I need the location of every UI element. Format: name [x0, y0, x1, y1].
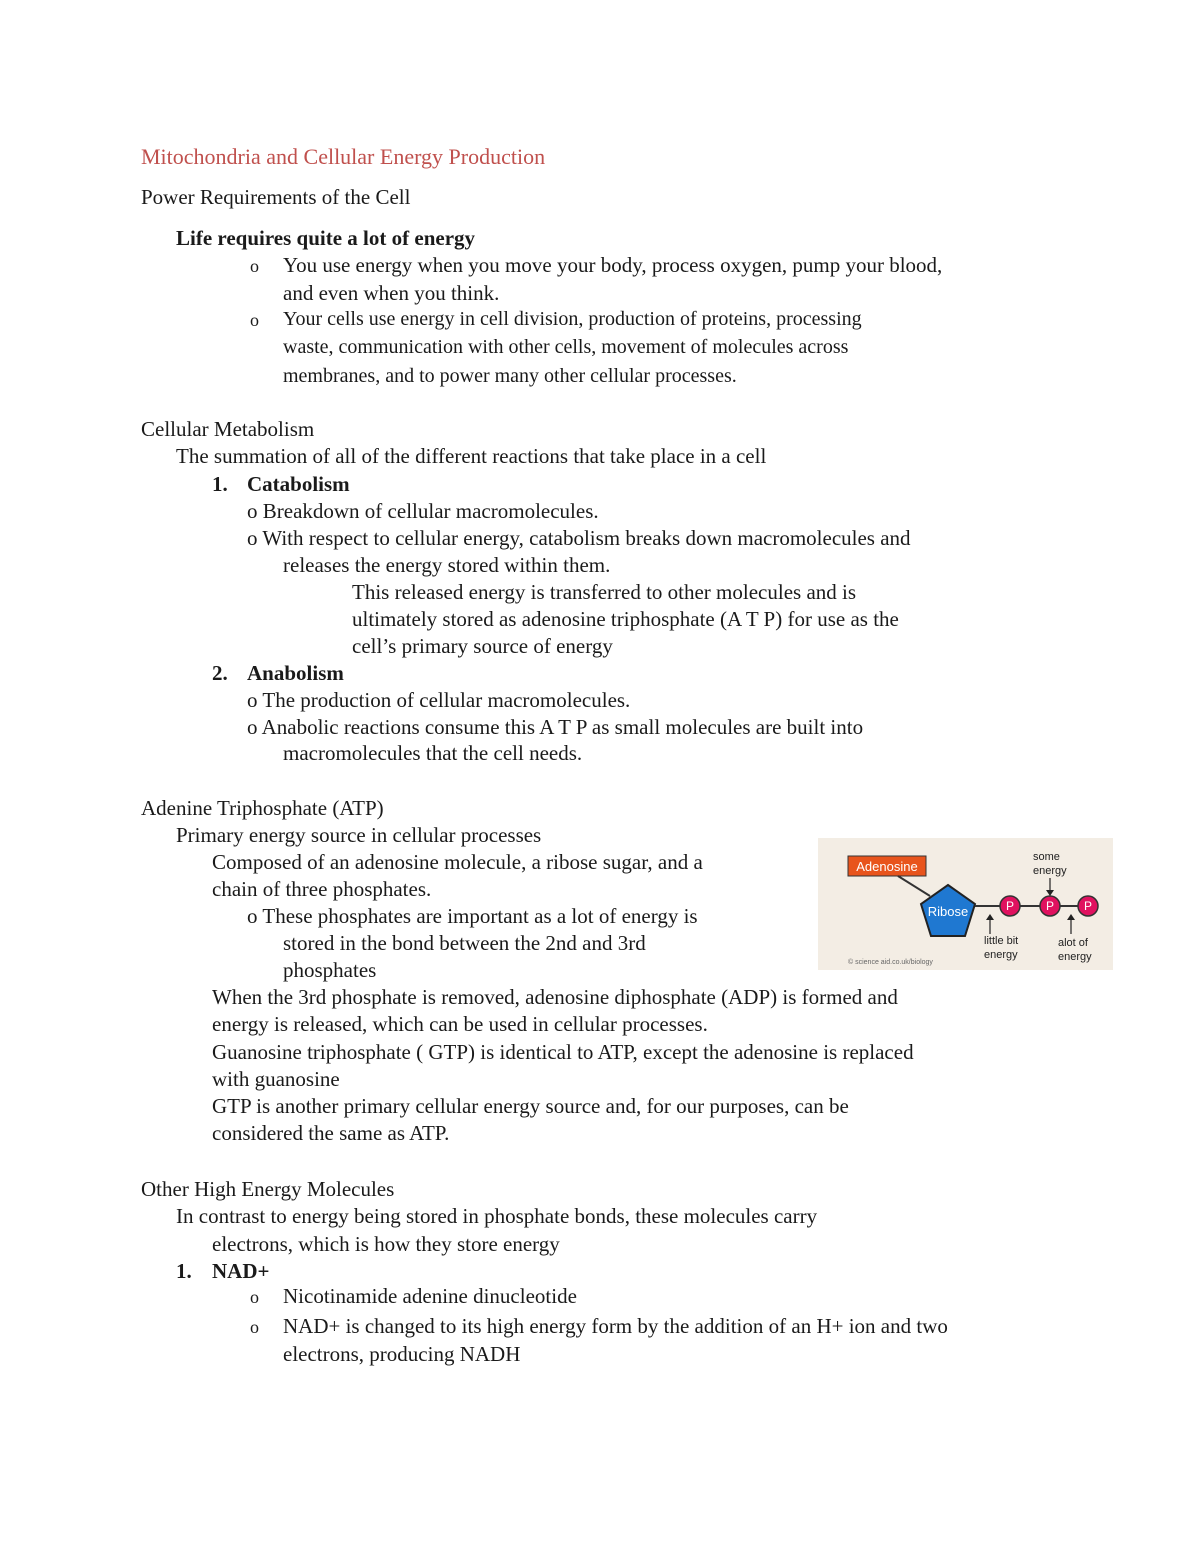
body-text: In contrast to energy being stored in phosphate bonds, these molecules carry — [176, 1204, 818, 1228]
bullet-marker: o — [250, 1287, 259, 1307]
catabolism-label: Catabolism — [247, 472, 350, 496]
bullet-marker: o — [250, 310, 259, 330]
body-text: When the 3rd phosphate is removed, adenosine diphosphate (ADP) is formed and — [212, 985, 898, 1009]
bullet-marker: o — [250, 1317, 259, 1337]
section-heading-atp: Adenine Triphosphate (ATP) — [141, 796, 384, 820]
bullet-text: o With respect to cellular energy, catabolism breaks down macromolecules and — [247, 526, 911, 550]
body-text: Guanosine triphosphate ( GTP) is identical to ATP, except the adenosine is replaced — [212, 1040, 914, 1064]
section-heading-power: Power Requirements of the Cell — [141, 185, 411, 209]
bullet-marker: o — [250, 256, 259, 276]
bullet-text: Nicotinamide adenine dinucleotide — [283, 1284, 577, 1308]
atp-diagram — [818, 838, 1113, 970]
list-number: 2. — [212, 661, 228, 685]
list-number: 1. — [176, 1259, 192, 1283]
nad-label: NAD+ — [212, 1259, 270, 1283]
phosphate-label: P — [1045, 899, 1055, 913]
body-text: electrons, which is how they store energy — [212, 1232, 560, 1256]
bullet-text: NAD+ is changed to its high energy form by the addition of an H+ ion and two — [283, 1314, 948, 1338]
body-text: with guanosine — [212, 1067, 340, 1091]
body-text: considered the same as ATP. — [212, 1121, 450, 1145]
bullet-text: You use energy when you move your body, process oxygen, pump your blood, — [283, 253, 943, 277]
definition-text: The summation of all of the different reactions that take place in a cell — [176, 444, 767, 468]
some-energy-label: some — [1033, 851, 1060, 863]
bullet-text: o The production of cellular macromolecules. — [247, 688, 631, 712]
body-text: Composed of an adenosine molecule, a ribose sugar, and a — [212, 850, 703, 874]
body-text: GTP is another primary cellular energy source and, for our purposes, can be — [212, 1094, 849, 1118]
body-text: energy is released, which can be used in cellular processes. — [212, 1012, 708, 1036]
phosphate-label: P — [1005, 899, 1015, 913]
section-heading-other: Other High Energy Molecules — [141, 1177, 395, 1201]
subheading-energy: Life requires quite a lot of energy — [176, 226, 476, 250]
section-heading-metabolism: Cellular Metabolism — [141, 417, 315, 441]
page-title: Mitochondria and Cellular Energy Production — [141, 144, 546, 169]
bullet-text: and even when you think. — [283, 281, 500, 305]
sub-text: cell’s primary source of energy — [352, 634, 613, 658]
bullet-text: releases the energy stored within them. — [283, 553, 611, 577]
some-energy-label: energy — [1033, 865, 1067, 877]
sub-text: This released energy is transferred to other molecules and is — [352, 580, 857, 604]
bullet-text: electrons, producing NADH — [283, 1342, 521, 1366]
alot-energy-label: alot of — [1058, 937, 1088, 949]
body-text: Primary energy source in cellular processes — [176, 823, 542, 847]
bullet-text: stored in the bond between the 2nd and 3rd — [283, 931, 646, 955]
figure-credit: © science aid.co.uk/biology — [848, 959, 933, 966]
adenosine-label: Adenosine — [856, 859, 918, 874]
alot-energy-label: energy — [1058, 951, 1092, 963]
list-number: 1. — [212, 472, 228, 496]
bullet-text: membranes, and to power many other cellular processes. — [283, 365, 737, 387]
phosphate-label: P — [1083, 899, 1093, 913]
little-energy-label: energy — [984, 949, 1018, 961]
bullet-text: waste, communication with other cells, movement of molecules across — [283, 336, 849, 358]
bullet-text: o These phosphates are important as a lot of energy is — [247, 904, 698, 928]
bullet-text: o Anabolic reactions consume this A T P as small molecules are built into — [247, 715, 864, 739]
bullet-text: Your cells use energy in cell division, production of proteins, processing — [283, 308, 862, 330]
body-text: chain of three phosphates. — [212, 877, 432, 901]
little-energy-label: little bit — [984, 935, 1019, 947]
ribose-label: Ribose — [927, 904, 969, 919]
anabolism-label: Anabolism — [247, 661, 344, 685]
bullet-text: o Breakdown of cellular macromolecules. — [247, 499, 599, 523]
bullet-text: macromolecules that the cell needs. — [283, 741, 583, 765]
bullet-text: phosphates — [283, 958, 377, 982]
sub-text: ultimately stored as adenosine triphosphate (A T P) for use as the — [352, 607, 899, 631]
